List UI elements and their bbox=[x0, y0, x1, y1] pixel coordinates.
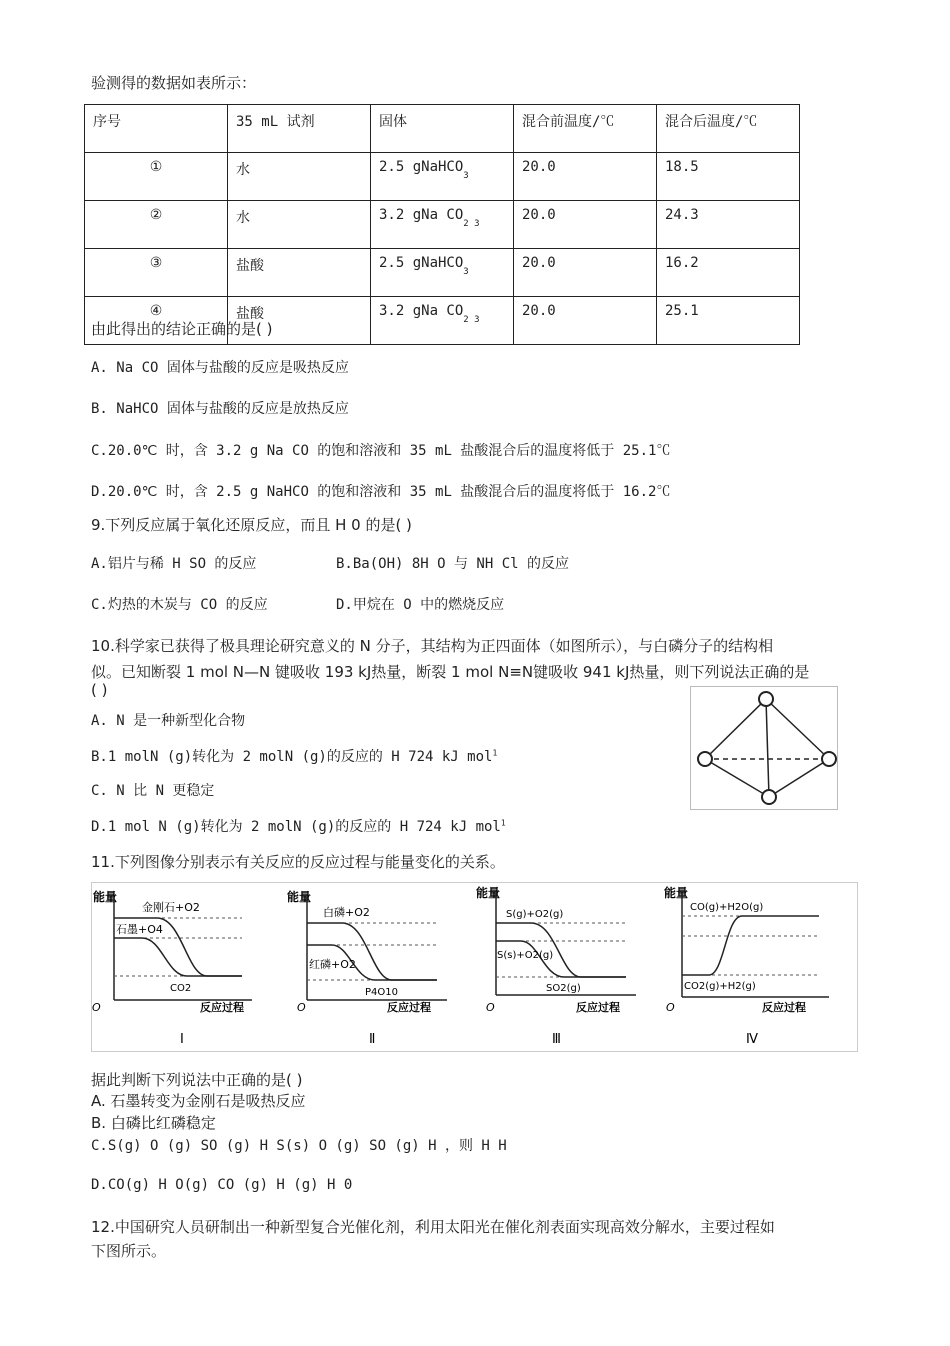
temp-after-cell: 25.1 bbox=[657, 297, 800, 345]
q8-option-c: C.20.0℃ 时，含 3.2 g Na CO 的饱和溶液和 35 mL 盐酸混合后的温度将低于 25.1℃ bbox=[91, 443, 671, 459]
experiment-table bbox=[84, 104, 800, 345]
temp-before-cell: 20.0 bbox=[514, 297, 657, 345]
n-atom bbox=[762, 790, 776, 804]
x-axis-label: 反应过程 bbox=[576, 1001, 620, 1014]
header-cell: 混合前温度/℃ bbox=[514, 105, 657, 153]
x-axis-label: 反应过程 bbox=[762, 1001, 806, 1014]
row-number: ③ bbox=[85, 249, 228, 297]
table-row bbox=[85, 249, 800, 297]
temp-before-cell: 20.0 bbox=[514, 249, 657, 297]
reagent-cell: 水 bbox=[228, 153, 371, 201]
y-axis-label: 能量 bbox=[476, 886, 501, 900]
mid-label: 石墨+O4 bbox=[116, 923, 163, 936]
panel-roman: Ⅲ bbox=[552, 1032, 561, 1047]
y-axis-label: 能量 bbox=[287, 890, 312, 904]
q11-option-d: D.CO(g) H O(g) CO (g) H (g) H 0 bbox=[91, 1177, 353, 1193]
q11-option-a: A. 石墨转变为金刚石是吸热反应 bbox=[91, 1092, 306, 1110]
q9-option-c: C.灼热的木炭与 CO 的反应 bbox=[91, 597, 268, 613]
q9-option-d: D.甲烷在 O 中的燃烧反应 bbox=[336, 597, 505, 613]
q12-stem-line1: 12.中国研究人员研制出一种新型复合光催化剂，利用太阳光在催化剂表面实现高效分解水，主要过程如 bbox=[91, 1218, 775, 1236]
origin-label: O bbox=[297, 1001, 306, 1014]
q11-option-b: B. 白磷比红磷稳定 bbox=[91, 1114, 216, 1132]
panel-roman: Ⅳ bbox=[746, 1032, 758, 1047]
q10-option-c: C. N 比 N 更稳定 bbox=[91, 783, 215, 799]
solid-cell: 3.2 gNa $CO_{2 3}$ bbox=[371, 201, 514, 249]
q10-stem-line3: ( ) bbox=[91, 681, 108, 699]
q9-stem: 9.下列反应属于氧化还原反应，而且 H 0 的是( ) bbox=[91, 516, 412, 534]
solid-cell: 2.5 gNaHCO$_3$ bbox=[371, 249, 514, 297]
mid-label: 红磷+O2 bbox=[309, 958, 356, 971]
energy-diagrams bbox=[91, 882, 858, 1052]
q11-stem: 11.下列图像分别表示有关反应的反应过程与能量变化的关系。 bbox=[91, 853, 505, 871]
origin-label: O bbox=[666, 1001, 675, 1014]
x-axis-label: 反应过程 bbox=[387, 1001, 431, 1014]
solid-cell: 3.2 gNa $CO_{2 3}$ bbox=[371, 297, 514, 345]
q10-stem-line2: 似。已知断裂 1 mol N—N 键吸收 193 kJ热量，断裂 1 mol N≡N键吸收 941 kJ热量，则下列说法正确的是 bbox=[91, 663, 810, 681]
bottom-label: CO2(g)+H2(g) bbox=[684, 981, 756, 992]
q10-stem-line1: 10.科学家已获得了极具理论研究意义的 N 分子，其结构为正四面体（如图所示），与白磷分子的结构相 bbox=[91, 637, 774, 655]
panel-roman: Ⅰ bbox=[180, 1032, 184, 1047]
reagent-cell: 盐酸 bbox=[228, 249, 371, 297]
q11-judge: 据此判断下列说法中正确的是( ) bbox=[91, 1071, 303, 1089]
header-cell: 35 mL 试剂 bbox=[228, 105, 371, 153]
table-row bbox=[85, 153, 800, 201]
bottom-label: CO2 bbox=[170, 983, 192, 994]
temp-after-cell: 18.5 bbox=[657, 153, 800, 201]
q12-stem-line2: 下图所示。 bbox=[91, 1242, 167, 1260]
table-row bbox=[85, 201, 800, 249]
n4-tetrahedron-diagram bbox=[690, 686, 838, 810]
temp-after-cell: 24.3 bbox=[657, 201, 800, 249]
row-number: ① bbox=[85, 153, 228, 201]
solid-cell: 2.5 gNaHCO$_3$ bbox=[371, 153, 514, 201]
q8-option-a: A. Na CO 固体与盐酸的反应是吸热反应 bbox=[91, 360, 349, 376]
n-atom bbox=[759, 692, 773, 706]
table-header-row bbox=[85, 105, 800, 153]
energy-panel-1 bbox=[92, 883, 277, 1049]
header-cell: 混合后温度/℃ bbox=[657, 105, 800, 153]
origin-label: O bbox=[486, 1001, 495, 1014]
top-label: 金刚石+O2 bbox=[142, 901, 200, 914]
q11-option-c: C.S(g) O (g) SO (g) H S(s) O (g) SO (g) H ，则 H H bbox=[91, 1138, 507, 1154]
q8-stem: 由此得出的结论正确的是( ) bbox=[91, 320, 273, 338]
row-number: ② bbox=[85, 201, 228, 249]
mid-label: S(s)+O2(g) bbox=[497, 950, 554, 961]
energy-panel-3 bbox=[476, 883, 661, 1049]
top-label: 白磷+O2 bbox=[323, 906, 370, 919]
n-atom bbox=[822, 752, 836, 766]
x-axis-label: 反应过程 bbox=[200, 1001, 244, 1014]
q9-option-b: B.Ba(OH) 8H O 与 NH Cl 的反应 bbox=[336, 556, 570, 572]
header-cell: 序号 bbox=[85, 105, 228, 153]
temp-before-cell: 20.0 bbox=[514, 153, 657, 201]
row-number: ④ bbox=[85, 297, 228, 345]
y-axis-label: 能量 bbox=[93, 890, 118, 904]
q10-option-a: A. N 是一种新型化合物 bbox=[91, 713, 246, 729]
y-axis-label: 能量 bbox=[664, 886, 689, 900]
q8-option-d: D.20.0℃ 时，含 2.5 g NaHCO 的饱和溶液和 35 mL 盐酸混合后的温度将低于 16.2℃ bbox=[91, 484, 671, 500]
bottom-label: SO2(g) bbox=[546, 983, 581, 994]
q10-option-b: B.1 molN (g)转化为 2 molN (g)的反应的 H 724 kJ mol$^1$ bbox=[91, 748, 498, 765]
top-label: S(g)+O2(g) bbox=[506, 909, 564, 920]
intro-text: 验测得的数据如表所示： bbox=[91, 74, 257, 92]
temp-after-cell: 16.2 bbox=[657, 249, 800, 297]
panel-roman: Ⅱ bbox=[369, 1032, 376, 1047]
n-atom bbox=[698, 752, 712, 766]
q8-option-b: B. NaHCO 固体与盐酸的反应是放热反应 bbox=[91, 401, 349, 417]
bottom-label: P4O10 bbox=[365, 987, 398, 998]
reagent-cell: 水 bbox=[228, 201, 371, 249]
top-label: CO(g)+H2O(g) bbox=[690, 902, 764, 913]
energy-panel-2 bbox=[287, 883, 472, 1049]
header-cell: 固体 bbox=[371, 105, 514, 153]
q9-option-a: A.铝片与稀 H SO 的反应 bbox=[91, 556, 257, 572]
origin-label: O bbox=[92, 1001, 101, 1014]
temp-before-cell: 20.0 bbox=[514, 201, 657, 249]
reagent-cell: 盐酸 bbox=[228, 297, 371, 345]
q10-option-d: D.1 mol N (g)转化为 2 molN (g)的反应的 H 724 kJ mol$^1$ bbox=[91, 818, 506, 835]
energy-panel-4 bbox=[664, 883, 854, 1049]
